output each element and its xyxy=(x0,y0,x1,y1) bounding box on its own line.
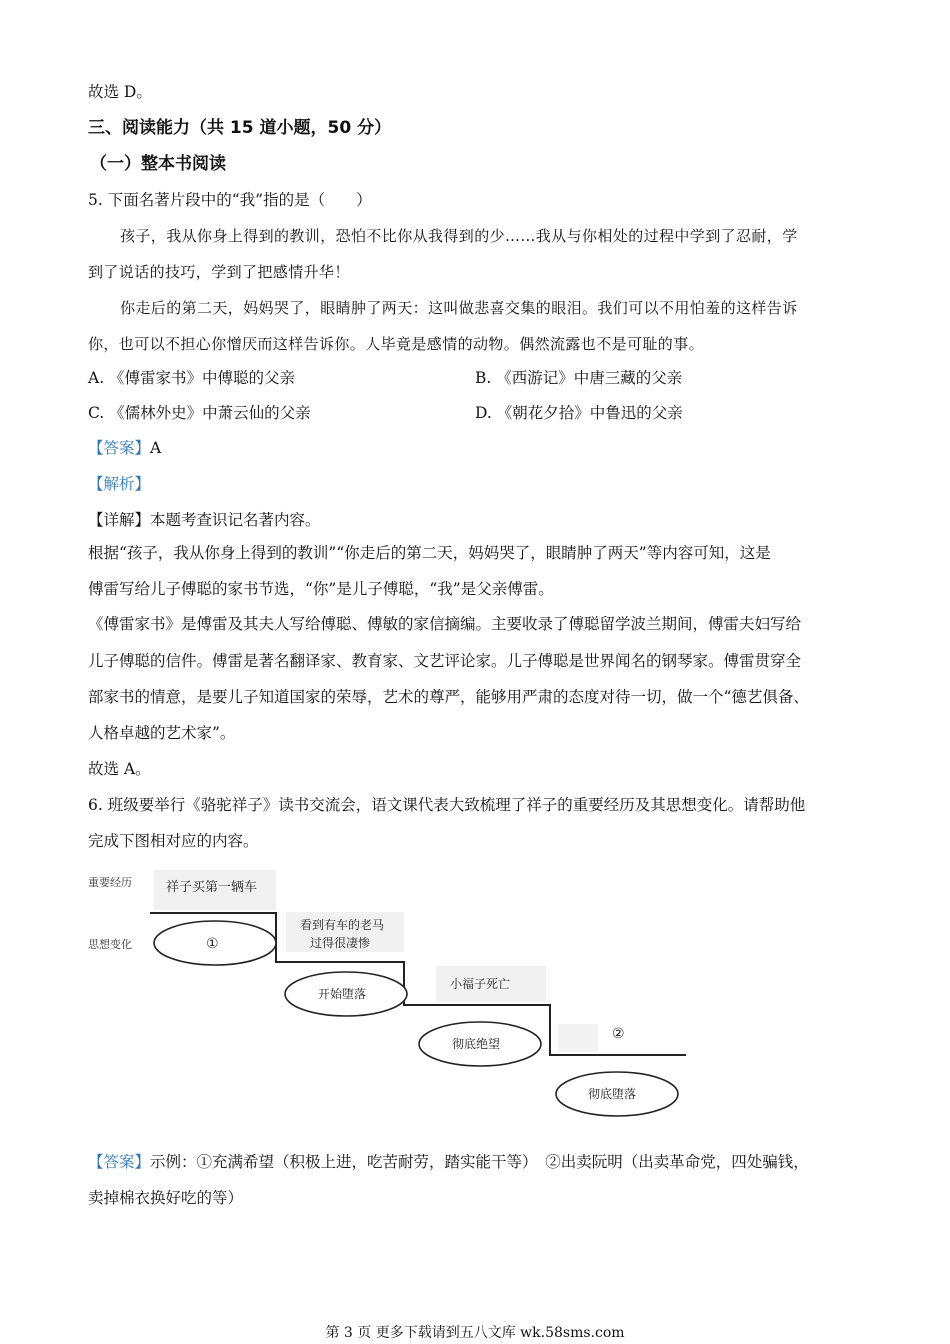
subsection-title: （一）整本书阅读 xyxy=(90,154,226,174)
q5-option-c: C. 《儒林外史》中萧云仙的父亲 xyxy=(88,404,311,422)
thought1-text: ① xyxy=(206,936,219,952)
q5-quote-p2-line1: 你走后的第二天，妈妈哭了，眼睛肿了两天：这叫做悲喜交集的眼泪。我们可以不用怕羞的这样告诉 xyxy=(120,299,798,317)
q6-answer-line2: 卖掉棉衣换好吃的等） xyxy=(88,1189,244,1207)
exp2-text-line1: 看到有车的老马 xyxy=(300,918,385,932)
q5-explanation-line5: 部家书的情意，是要儿子知道国家的荣辱，艺术的尊严，能够用严肃的态度对待一切，做一个“德艺俱备、 xyxy=(88,688,809,706)
q5-option-b: B. 《西游记》中唐三藏的父亲 xyxy=(475,369,683,387)
q5-quote-p1-line2: 到了说话的技巧，学到了把感情升华！ xyxy=(88,263,350,281)
detail-label: 【详解】 xyxy=(88,511,151,529)
q6-answer-line1 xyxy=(88,1152,809,1172)
thought4-text: 彻底堕落 xyxy=(588,1087,637,1101)
q5-answer xyxy=(88,438,161,458)
q5-detail xyxy=(88,510,321,530)
q5-explanation-line6: 人格卓越的艺术家”。 xyxy=(88,724,236,742)
q5-quote-p2-line2: 你，也可以不担心你憎厌而这样告诉你。人毕竟是感情的动物。偶然流露也不是可耻的事。 xyxy=(88,335,705,353)
thought3-text: 彻底绝望 xyxy=(452,1037,501,1051)
experience-thought-diagram xyxy=(88,866,698,1136)
q6-answer-label: 【答案】 xyxy=(88,1153,151,1171)
label-thought: 思想变化 xyxy=(88,938,132,951)
q5-explanation-line1: 根据“孩子，我从你身上得到的教训”“你走后的第二天，妈妈哭了，眼睛肿了两天”等内容可知，这是 xyxy=(88,544,771,562)
thought2-text: 开始堕落 xyxy=(318,987,367,1001)
exp4-text: ② xyxy=(612,1026,625,1042)
q5-option-d: D. 《朝花夕拾》中鲁迅的父亲 xyxy=(475,404,683,422)
q5-explanation-line2: 傅雷写给儿子傅聪的家书节选，“你”是儿子傅聪，“我”是父亲傅雷。 xyxy=(88,580,554,598)
exp3-text: 小福子死亡 xyxy=(450,977,511,991)
q6-answer-text: 示例：①充满希望（积极上进，吃苦耐劳，踏实能干等） ②出卖阮明（出卖革命党，四处骗钱， xyxy=(150,1153,809,1171)
q5-quote-p1-line1: 孩子，我从你身上得到的教训，恐怕不比你从我得到的少……我从与你相处的过程中学到了忍耐，学 xyxy=(120,227,798,245)
label-experience: 重要经历 xyxy=(88,876,132,889)
answer-label: 【答案】 xyxy=(88,439,151,457)
section-title: 三、阅读能力（共 15 道小题，50 分） xyxy=(88,118,392,138)
page-footer: 第 3 页 更多下载请到五八文库 wk.58sms.com xyxy=(325,1325,625,1341)
exp4-placeholder xyxy=(558,1024,598,1052)
q5-explanation-line4: 儿子傅聪的信件。傅雷是著名翻译家、教育家、文艺评论家。儿子傅聪是世界闻名的钢琴家。傅雷贯穿全 xyxy=(88,652,802,670)
q5-conclusion: 故选 A。 xyxy=(88,760,151,778)
detail-text: 本题考查识记名著内容。 xyxy=(150,511,321,529)
q6-stem-line1: 6. 班级要举行《骆驼祥子》读书交流会，语文课代表大致梳理了祥子的重要经历及其思想变化。请帮助他 xyxy=(88,796,806,814)
previous-conclusion: 故选 D。 xyxy=(88,83,152,101)
q5-stem: 5. 下面名著片段中的“我”指的是（ ） xyxy=(88,191,372,209)
exp2-text-line2: 过得很凄惨 xyxy=(310,936,371,950)
q5-explanation-line3: 《傅雷家书》是傅雷及其夫人写给傅聪、傅敏的家信摘编。主要收录了傅聪留学波兰期间，傅雷夫妇写给 xyxy=(88,615,802,633)
answer-value: A xyxy=(150,439,162,457)
q6-stem-line2: 完成下图相对应的内容。 xyxy=(88,832,259,850)
exp1-text: 祥子买第一辆车 xyxy=(166,880,258,895)
q5-option-a: A. 《傅雷家书》中傅聪的父亲 xyxy=(88,369,296,387)
analysis-label: 【解析】 xyxy=(88,475,151,493)
